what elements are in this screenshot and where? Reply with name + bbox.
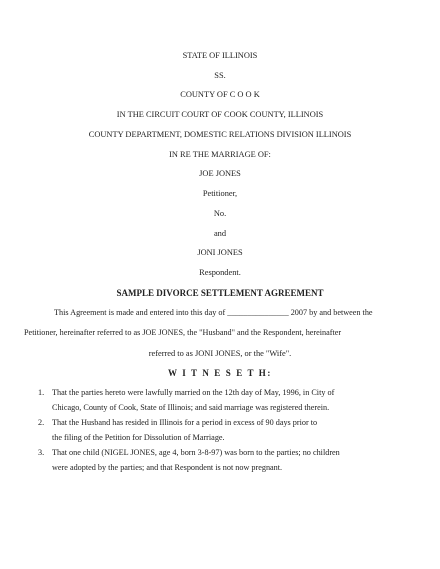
caption-in-re: IN RE THE MARRIAGE OF: (169, 150, 271, 159)
caption-court: IN THE CIRCUIT COURT OF COOK COUNTY, ILLINOIS (116, 110, 324, 119)
caption-petitioner-label: Petitioner, (202, 189, 238, 198)
caption-state: STATE OF ILLINOIS (182, 51, 258, 60)
caption-no: No. (213, 209, 227, 218)
item-1-line-1: That the parties hereto were lawfully married on the 12th day of May, 1996, in City of (52, 388, 335, 397)
item-1-line-2: Chicago, County of Cook, State of Illinois; and said marriage was registered therein. (52, 403, 330, 412)
item-2-line-2: the filing of the Petition for Dissolution of Marriage. (52, 433, 225, 442)
item-number: 1. (38, 388, 45, 397)
item-3-line-1: That one child (NIGEL JONES, age 4, born 3-8-97) was born to the parties; no children (52, 448, 340, 457)
caption-respondent-label: Respondent. (199, 268, 241, 277)
item-number: 2. (38, 418, 45, 427)
item-3-line-2: were adopted by the parties; and that Respondent is not now pregnant. (52, 463, 283, 472)
caption-petitioner-name: JOE JONES (199, 169, 241, 178)
caption-department: COUNTY DEPARTMENT, DOMESTIC RELATIONS DIVISION ILLINOIS (88, 130, 352, 139)
caption-respondent-name: JONI JONES (197, 248, 243, 257)
document-title: SAMPLE DIVORCE SETTLEMENT AGREEMENT (116, 288, 324, 298)
caption-ss: SS. (214, 71, 226, 80)
witnesseth-heading: W I T N E S E T H: (167, 368, 272, 378)
intro-line-2: Petitioner, hereinafter referred to as JOE JONES, the "Husband" and the Respondent, hereinafter (24, 328, 342, 337)
caption-county: COUNTY OF C O O K (180, 90, 260, 99)
item-2-line-1: That the Husband has resided in Illinois for a period in excess of 90 days prior to (52, 418, 318, 427)
intro-line-3: referred to as JONI JONES, or the "Wife". (148, 349, 292, 358)
caption-and: and (213, 229, 227, 238)
intro-line-1: This Agreement is made and entered into this day of _______________ 2007 by and between the (54, 308, 373, 317)
item-number: 3. (38, 448, 45, 457)
